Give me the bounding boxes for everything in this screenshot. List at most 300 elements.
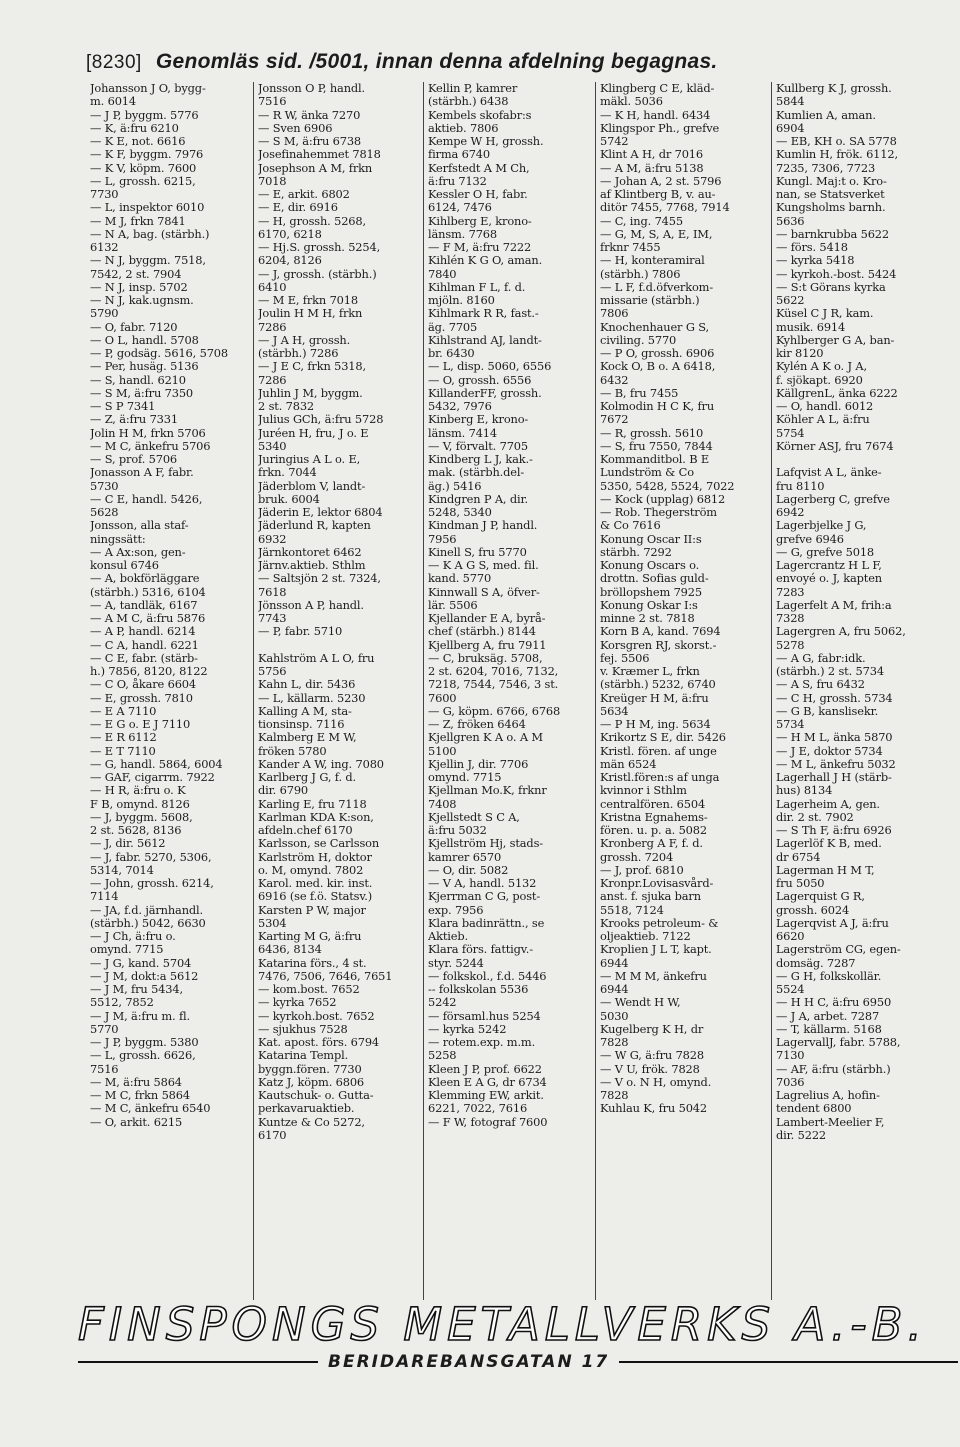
- directory-entry-line: Lagerfelt A M, frih:a: [776, 598, 892, 612]
- directory-entry-line: dir. 5222: [776, 1128, 827, 1142]
- directory-entry-line: Köhler A L, ä:fru: [776, 413, 870, 427]
- directory-entry-line: 6432: [600, 373, 629, 387]
- directory-entry-line: — S M, ä:fru 7350: [90, 386, 194, 400]
- directory-entry-line: — sjukhus 7528: [258, 1022, 348, 1036]
- directory-entry-line: fru 8110: [776, 479, 825, 493]
- directory-entry-line: ä:fru 5032: [428, 824, 487, 837]
- directory-entry-line: Kjellström Hj, stads-: [428, 837, 543, 851]
- directory-entry-line: — V o. N H, omynd.: [600, 1075, 712, 1089]
- directory-entry-line: 2 st. 7832: [258, 400, 315, 413]
- directory-entry-line: Kullberg K J, grossh.: [776, 82, 892, 95]
- directory-entry-line: Klingberg C E, kläd-: [600, 82, 715, 95]
- directory-entry-line: 5258: [428, 1049, 457, 1063]
- directory-entry-line: — G B, kanslisekr.: [776, 704, 879, 718]
- directory-entry-line: minne 2 st. 7818: [600, 612, 695, 625]
- directory-entry-line: af Klintberg B, v. au-: [600, 188, 716, 201]
- directory-entry-line: — J, grossh. (stärbh.): [258, 267, 377, 281]
- directory-entry-line: Kindberg L J, kak.-: [428, 453, 533, 466]
- directory-entry-line: ditör 7455, 7768, 7914: [600, 201, 730, 215]
- directory-entry-line: Karlström H, doktor: [258, 850, 372, 864]
- directory-entry-line: — E G o. E J 7110: [90, 718, 191, 731]
- directory-entry-line: 5314, 7014: [90, 863, 154, 877]
- directory-entry-line: mjöln. 8160: [428, 294, 495, 307]
- directory-entry-line: — E T 7110: [90, 744, 156, 758]
- directory-entry-line: — kom.bost. 7652: [258, 983, 360, 996]
- directory-entry-line: KillanderFF, grossh.: [428, 386, 542, 400]
- directory-entry-line: män 6524: [600, 757, 657, 771]
- directory-entry-line: fröken 5780: [258, 744, 327, 758]
- directory-entry-line: Kjellin J, dir. 7706: [428, 757, 529, 771]
- directory-entry-line: 5742: [600, 135, 629, 148]
- directory-entry-line: ä:fru 7132: [428, 174, 487, 188]
- directory-entry-line: Lagerberg C, grefve: [776, 492, 890, 506]
- directory-entry-line: tendent 6800: [776, 1102, 852, 1116]
- directory-entry-line: Lambert-Meelier F,: [776, 1115, 885, 1129]
- directory-column: [254, 82, 424, 1300]
- directory-entry-line: — L, disp. 5060, 6556: [428, 360, 552, 374]
- directory-entry-line: — E, dir. 6916: [258, 201, 338, 215]
- directory-entry-line: Kindgren P A, dir.: [428, 492, 529, 506]
- directory-entry-line: — JA, f.d. järnhandl.: [90, 903, 203, 917]
- directory-entry-line: — N J, insp. 5702: [90, 280, 188, 294]
- directory-entry-line: Karling E, fru 7118: [258, 797, 367, 811]
- directory-entry-line: 5242: [428, 996, 457, 1010]
- directory-entry-line: omynd. 7715: [428, 771, 502, 784]
- directory-entry-line: 5432, 7976: [428, 400, 492, 413]
- directory-entry-line: Lagergren A, fru 5062,: [776, 625, 906, 639]
- directory-entry-line: Knochenhauer G S,: [600, 320, 709, 334]
- directory-entry-line: Katarina Templ.: [258, 1049, 349, 1063]
- directory-entry-line: — M M M, änkefru: [600, 969, 707, 983]
- directory-entry-line: 5524: [776, 983, 805, 996]
- directory-entry-line: — M L, änkefru 5032: [776, 757, 896, 771]
- directory-entry-line: Karlman KDA K:son,: [258, 810, 374, 824]
- directory-entry-line: — J E, doktor 5734: [776, 744, 883, 758]
- directory-entry-line: civiling. 5770: [600, 333, 677, 347]
- directory-entry-line: m. 6014: [90, 95, 136, 109]
- directory-entry-line: — M C, änkefru 5706: [90, 439, 211, 453]
- directory-entry-line: h.) 7856, 8120, 8122: [90, 665, 208, 678]
- directory-entry-line: Kjellman Mo.K, frknr: [428, 784, 547, 798]
- directory-entry-line: br. 6430: [428, 347, 475, 360]
- directory-entry-line: Juréen H, fru, J o. E: [258, 426, 369, 440]
- directory-entry-line: — V A, handl. 5132: [428, 877, 537, 890]
- advertisement-footer: [78, 1300, 958, 1372]
- directory-entry-line: fören. u. p. a. 5082: [600, 824, 707, 837]
- page-header: [86, 50, 946, 74]
- directory-entry-line: Konung Oscars o.: [600, 559, 700, 572]
- directory-entry-line: — L F, f.d.öfverkom-: [600, 280, 714, 294]
- directory-entry-line: Kautschuk- o. Gutta-: [258, 1089, 374, 1102]
- directory-entry-line: 5628: [90, 506, 119, 519]
- directory-entry-line: 7130: [776, 1049, 805, 1063]
- directory-entry-line: Kjellgren K A o. A M: [428, 731, 543, 745]
- directory-entry-line: — EB, KH o. SA 5778: [776, 135, 897, 148]
- directory-entry-line: 5790: [90, 307, 119, 321]
- directory-entry-line: — E, grossh. 7810: [90, 691, 193, 705]
- directory-entry-line: Jäderin E, lektor 6804: [258, 506, 383, 519]
- directory-entry-line: 7286: [258, 373, 287, 387]
- directory-entry-line: 7618: [258, 585, 287, 599]
- address-row: [78, 1352, 958, 1372]
- directory-entry-line: Kessler O H, fabr.: [428, 188, 528, 201]
- directory-entry-line: Kroplien J L T, kapt.: [600, 943, 712, 957]
- directory-entry-line: — F W, fotograf 7600: [428, 1115, 548, 1129]
- directory-entry-line: lär. 5506: [428, 598, 478, 612]
- directory-entry-line: 7328: [776, 612, 805, 625]
- directory-entry-line: Kleen J P, prof. 6622: [428, 1062, 542, 1076]
- directory-entry-line: — folkskol., f.d. 5446: [428, 969, 547, 983]
- directory-entry-line: — G, köpm. 6766, 6768: [428, 704, 561, 718]
- directory-entry-line: länsm. 7414: [428, 426, 497, 440]
- directory-entry-line: Kungl. Maj:t o. Kro-: [776, 174, 887, 188]
- directory-entry-line: Jonasson A F, fabr.: [90, 466, 194, 480]
- directory-entry-line: 6221, 7022, 7616: [428, 1102, 528, 1116]
- directory-entry-line: — Z, fröken 6464: [428, 718, 526, 731]
- directory-entry-line: o. M, omynd. 7802: [258, 863, 364, 877]
- directory-entry-line: Aktieb.: [428, 930, 468, 943]
- directory-entry-line: — kyrkoh.bost. 7652: [258, 1009, 375, 1023]
- directory-entry-line: — G, grefve 5018: [776, 545, 875, 559]
- directory-entry-line: 6904: [776, 121, 805, 135]
- directory-entry-line: Juhlin J M, byggm.: [258, 386, 363, 400]
- directory-entry-line: Lafqvist A L, änke-: [776, 466, 882, 480]
- directory-entry-line: [776, 453, 948, 466]
- directory-entry-line: — L, grossh. 6626,: [90, 1049, 196, 1063]
- directory-entry-line: 5304: [258, 916, 287, 930]
- directory-entry-line: — Rob. Thegerström: [600, 506, 717, 519]
- directory-entry-line: — G, M, S, A, E, IM,: [600, 227, 713, 241]
- directory-entry-line: 7516: [90, 1062, 119, 1076]
- directory-entry-line: KällgrenL, änka 6222: [776, 386, 898, 400]
- directory-entry-line: — O, grossh. 6556: [428, 373, 532, 387]
- directory-entry-line: — S P 7341: [90, 400, 156, 413]
- directory-entry-line: dir. 6790: [258, 784, 309, 798]
- directory-entry-line: — S, prof. 5706: [90, 453, 178, 466]
- directory-entry-line: Kembels skofabr:s: [428, 108, 532, 122]
- directory-entry-line: exp. 7956: [428, 903, 484, 917]
- directory-entry-line: Josefinahemmet 7818: [258, 148, 381, 162]
- directory-entry-line: 7806: [600, 307, 629, 321]
- directory-entry-line: Kylén A K o. J A,: [776, 360, 867, 374]
- directory-entry-line: Lagerhall J H (stärb-: [776, 771, 892, 784]
- directory-entry-line: 5518, 7124: [600, 903, 664, 917]
- company-name: FINSPONGS METALLVERKS A.-B.: [78, 1298, 927, 1351]
- directory-entry-line: (stärbh.) 6438: [428, 95, 509, 109]
- directory-entry-line: f. sjökapt. 6920: [776, 373, 863, 387]
- directory-entry-line: 7283: [776, 585, 805, 599]
- directory-entry-line: Karlberg J G, f. d.: [258, 771, 357, 784]
- directory-entry-line: 6410: [258, 280, 287, 294]
- directory-entry-line: Kleen E A G, dr 6734: [428, 1075, 547, 1089]
- directory-entry-line: — M C, frkn 5864: [90, 1089, 190, 1102]
- directory-entry-line: — Kock (upplag) 6812: [600, 492, 726, 506]
- directory-entry-line: — L, källarm. 5230: [258, 691, 366, 705]
- directory-entry-line: 5512, 7852: [90, 996, 154, 1010]
- directory-entry-line: — Hj.S. grossh. 5254,: [258, 241, 381, 254]
- directory-entry-line: Josephson A M, frkn: [258, 161, 373, 175]
- directory-entry-line: Lagerheim A, gen.: [776, 797, 880, 811]
- directory-entry-line: 5030: [600, 1009, 629, 1023]
- directory-entry-line: domsäg. 7287: [776, 956, 856, 970]
- directory-entry-line: 7828: [600, 1036, 629, 1049]
- directory-entry-line: grossh. 6024: [776, 903, 850, 917]
- directory-entry-line: missarie (stärbh.): [600, 294, 700, 307]
- directory-entry-line: Jäderblom V, landt-: [258, 479, 366, 493]
- directory-entry-line: Kock O, B o. A 6418,: [600, 360, 716, 374]
- directory-entry-line: — J M, ä:fru m. fl.: [90, 1009, 191, 1023]
- directory-entry-line: — N A, bag. (stärbh.): [90, 227, 210, 241]
- directory-entry-line: 5350, 5428, 5524, 7022: [600, 479, 735, 493]
- directory-entry-line: — J, byggm. 5608,: [90, 810, 193, 824]
- directory-column: [424, 82, 596, 1300]
- directory-entry-line: — kyrkoh.-bost. 5424: [776, 267, 897, 281]
- divider-line: [78, 1361, 318, 1363]
- directory-entry-line: — K, ä:fru 6210: [90, 121, 179, 135]
- directory-entry-line: — A, tandläk, 6167: [90, 598, 198, 612]
- directory-entry-line: Kahn L, dir. 5436: [258, 678, 356, 692]
- directory-entry-line: — O, handl. 6012: [776, 400, 874, 413]
- directory-entry-line: — barnkrubba 5622: [776, 227, 889, 241]
- directory-entry-line: — V, förvalt. 7705: [428, 439, 528, 453]
- directory-entry-line: Kihlmark R R, fast.-: [428, 307, 539, 321]
- directory-entry-line: — O L, handl. 5708: [90, 333, 199, 347]
- directory-entry-line: — S:t Görans kyrka: [776, 280, 886, 294]
- directory-entry-line: — K A G S, med. fil.: [428, 559, 539, 572]
- directory-entry-line: Kinnwall S A, öfver-: [428, 585, 540, 599]
- directory-entry-line: — A Ax:son, gen-: [90, 545, 186, 559]
- company-address: BERIDAREBANSGATAN 17: [328, 1352, 610, 1372]
- directory-entry-line: — J A H, grossh.: [258, 333, 351, 347]
- directory-entry-line: — S Th F, ä:fru 6926: [776, 824, 892, 837]
- directory-entry-line: Klint A H, dr 7016: [600, 148, 703, 162]
- directory-entry-line: Kjellberg A, fru 7911: [428, 638, 547, 652]
- directory-entry-line: — kyrka 5418: [776, 254, 855, 268]
- directory-entry-line: — O, fabr. 7120: [90, 320, 178, 334]
- directory-entry-line: 5278: [776, 638, 805, 652]
- directory-entry-line: — Z, ä:fru 7331: [90, 413, 178, 427]
- directory-entry-line: v. Kræmer L, frkn: [600, 665, 700, 678]
- directory-entry-line: — E R 6112: [90, 731, 157, 745]
- page-number: [8230]: [86, 52, 142, 73]
- directory-entry-line: — M J, frkn 7841: [90, 214, 186, 228]
- directory-entry-line: — John, grossh. 6214,: [90, 877, 214, 890]
- directory-entry-line: fej. 5506: [600, 651, 650, 665]
- directory-entry-line: länsm. 7768: [428, 227, 497, 241]
- directory-entry-line: — C H, grossh. 5734: [776, 691, 893, 705]
- directory-entry-line: F B, omynd. 8126: [90, 797, 190, 811]
- directory-entry-line: — J M, fru 5434,: [90, 983, 183, 996]
- directory-entry-line: — Saltsjön 2 st. 7324,: [258, 572, 381, 586]
- directory-entry-line: — J P, byggm. 5380: [90, 1036, 199, 1049]
- directory-entry-line: — C, ing. 7455: [600, 214, 683, 228]
- directory-entry-line: 7476, 7506, 7646, 7651: [258, 969, 393, 983]
- directory-entry-line: (stärbh.) 7286: [258, 347, 339, 360]
- directory-entry-line: — M E, frkn 7018: [258, 294, 358, 307]
- directory-entry-line: frkn. 7044: [258, 466, 317, 480]
- directory-entry-line: — P, godsäg. 5616, 5708: [90, 347, 228, 360]
- directory-entry-line: perkavaruaktieb.: [258, 1102, 355, 1116]
- directory-entry-line: bruk. 6004: [258, 492, 320, 506]
- directory-entry-line: Klemming EW, arkit.: [428, 1089, 544, 1102]
- directory-entry-line: 7743: [258, 612, 287, 625]
- directory-entry-line: — H H C, ä:fru 6950: [776, 996, 892, 1010]
- directory-entry-line: Kjellander E A, byrå-: [428, 612, 546, 625]
- directory-entry-line: — förs. 5418: [776, 241, 848, 254]
- directory-entry-line: Kat. apost. förs. 6794: [258, 1036, 380, 1049]
- directory-entry-line: Krikortz S E, dir. 5426: [600, 731, 726, 745]
- directory-entry-line: kvinnor i Sthlm: [600, 784, 687, 798]
- directory-entry-line: 5770: [90, 1022, 119, 1036]
- directory-entry-line: — K H, handl. 6434: [600, 108, 711, 122]
- directory-entry-line: — J A, arbet. 7287: [776, 1009, 880, 1023]
- directory-entry-line: hus) 8134: [776, 784, 833, 798]
- directory-entry-line: Konung Oskar I:s: [600, 598, 698, 612]
- directory-entry-line: Kugelberg K H, dr: [600, 1022, 704, 1036]
- directory-entry-line: Jolin H M, frkn 5706: [90, 426, 206, 440]
- directory-entry-line: — A G, fabr:idk.: [776, 651, 866, 665]
- directory-entry-line: aktieb. 7806: [428, 121, 499, 135]
- usage-notice: Genomläs sid. /5001, innan denna afdelning begagnas.: [155, 50, 718, 73]
- directory-entry-line: ningssätt:: [90, 532, 146, 546]
- directory-entry-line: Kinberg E, krono-: [428, 413, 529, 427]
- directory-entry-line: dir. 2 st. 7902: [776, 810, 854, 824]
- directory-entry-line: — H M L, änka 5870: [776, 731, 893, 745]
- directory-entry-line: Karting M G, ä:fru: [258, 930, 362, 943]
- directory-entry-line: Kuntze & Co 5272,: [258, 1115, 365, 1129]
- directory-entry-line: 7408: [428, 797, 457, 811]
- directory-entry-line: — R, grossh. 5610: [600, 426, 704, 440]
- directory-entry-line: — E, arkit. 6802: [258, 188, 350, 201]
- directory-entry-line: 6124, 7476: [428, 201, 492, 215]
- directory-entry-line: Kempe W H, grossh.: [428, 135, 544, 148]
- directory-entry-line: Kristna Egnahems-: [600, 810, 708, 824]
- directory-entry-line: Jonsson, alla staf-: [90, 519, 189, 533]
- directory-entry-line: — S M, ä:fru 6738: [258, 135, 362, 148]
- directory-entry-line: Kronpr.Lovisasvård-: [600, 877, 714, 890]
- directory-entry-line: — J G, kand. 5704: [90, 956, 192, 970]
- directory-entry-line: Johansson J O, bygg-: [90, 82, 206, 95]
- directory-entry-line: — M, ä:fru 5864: [90, 1075, 182, 1089]
- directory-entry-line: Korn B A, kand. 7694: [600, 625, 721, 639]
- directory-entry-line: Kellin P, kamrer: [428, 82, 518, 95]
- directory-entry-line: Kihlstrand AJ, landt-: [428, 333, 542, 347]
- directory-entry-line: — K V, köpm. 7600: [90, 161, 197, 175]
- directory-entry-line: — A M C, ä:fru 5876: [90, 612, 206, 625]
- directory-entry-line: Kungsholms barnh.: [776, 201, 886, 215]
- directory-entry-line: Kumlien A, aman.: [776, 108, 876, 122]
- directory-entry-line: Kihlberg E, krono-: [428, 214, 532, 228]
- directory-entry-line: Körner ASJ, fru 7674: [776, 439, 894, 453]
- directory-entry-line: — A, bokförläggare: [90, 572, 200, 586]
- directory-entry-line: Karsten P W, major: [258, 903, 366, 917]
- directory-entry-line: — S, fru 7550, 7844: [600, 439, 713, 453]
- directory-column: [86, 82, 254, 1300]
- directory-entry-line: Konung Oscar II:s: [600, 532, 702, 546]
- directory-entry-line: Kommanditbol. B E: [600, 453, 710, 466]
- directory-entry-line: 6932: [258, 532, 287, 546]
- directory-entry-line: Lagerman H M T,: [776, 863, 875, 877]
- directory-entry-line: 7036: [776, 1075, 805, 1089]
- directory-entry-line: — N J, kak.ugnsm.: [90, 294, 194, 307]
- directory-entry-line: chef (stärbh.) 8144: [428, 625, 536, 639]
- directory-entry-line: Lagerbjelke J G,: [776, 519, 867, 533]
- directory-entry-line: (stärbh.) 2 st. 5734: [776, 665, 884, 678]
- directory-entry-line: — N J, byggm. 7518,: [90, 254, 206, 268]
- directory-entry-line: 5756: [258, 665, 287, 678]
- directory-entry-line: — F M, ä:fru 7222: [428, 241, 532, 254]
- directory-entry-line: — AF, ä:fru (stärbh.): [776, 1062, 891, 1076]
- directory-entry-line: — B, fru 7455: [600, 386, 679, 400]
- directory-entry-line: mak. (stärbh.del-: [428, 466, 525, 480]
- directory-entry-line: LagervallJ, fabr. 5788,: [776, 1036, 901, 1049]
- directory-entry-line: — K E, not. 6616: [90, 135, 186, 148]
- directory-entry-line: Klara badinrättn., se: [428, 916, 545, 930]
- directory-entry-line: grossh. 7204: [600, 850, 674, 864]
- directory-entry-line: Küsel C J R, kam.: [776, 307, 874, 321]
- directory-entry-line: Lundström & Co: [600, 466, 694, 480]
- directory-entry-line: Järnv.aktieb. Sthlm: [258, 559, 366, 572]
- directory-entry-line: Karlsson, se Carlsson: [258, 837, 380, 851]
- directory-entry-line: 7600: [428, 691, 457, 705]
- directory-entry-line: Katz J, köpm. 6806: [258, 1075, 365, 1089]
- directory-entry-line: 5248, 5340: [428, 506, 492, 519]
- directory-entry-line: 7018: [258, 174, 287, 188]
- directory-entry-line: Kerfstedt A M Ch,: [428, 161, 530, 175]
- directory-entry-line: 5622: [776, 294, 805, 307]
- directory-entry-line: Joulin H M H, frkn: [258, 307, 363, 321]
- directory-entry-line: styr. 5244: [428, 956, 484, 970]
- directory-entry-line: 5844: [776, 95, 805, 109]
- directory-entry-line: firma 6740: [428, 148, 491, 162]
- directory-entry-line: -- folkskolan 5536: [428, 983, 529, 996]
- directory-entry-line: — C, bruksäg. 5708,: [428, 651, 543, 665]
- directory-entry-line: kand. 5770: [428, 572, 492, 586]
- directory-entry-line: anst. f. sjuka barn: [600, 890, 701, 904]
- directory-entry-line: Kronberg A F, f. d.: [600, 837, 703, 851]
- directory-entry-line: 6436, 8134: [258, 943, 322, 957]
- directory-entry-line: 7730: [90, 188, 119, 201]
- directory-entry-line: 7840: [428, 267, 457, 281]
- directory-entry-line: 5634: [600, 704, 629, 718]
- directory-entry-line: — H, konteramiral: [600, 254, 705, 268]
- directory-entry-line: (stärbh.) 5232, 6740: [600, 678, 716, 692]
- directory-entry-line: Kolmodin H C K, fru: [600, 400, 715, 413]
- directory-entry-line: — E A 7110: [90, 704, 157, 718]
- directory-entry-line: omynd. 7715: [90, 943, 164, 957]
- directory-entry-line: Korsgren RJ, skorst.-: [600, 638, 717, 652]
- directory-entry-line: — O, arkit. 6215: [90, 1115, 183, 1129]
- directory-entry-line: Jäderlund R, kapten: [258, 519, 371, 533]
- directory-entry-line: 6204, 8126: [258, 254, 322, 268]
- directory-entry-line: Klara förs. fattigv.-: [428, 943, 533, 957]
- directory-entry-line: kir 8120: [776, 347, 824, 360]
- directory-entry-line: konsul 6746: [90, 559, 159, 572]
- directory-entry-line: byggn.fören. 7730: [258, 1062, 362, 1076]
- directory-entry-line: — Sven 6906: [258, 121, 333, 135]
- directory-entry-line: — H R, ä:fru o. K: [90, 784, 186, 798]
- directory-entry-line: — V U, frök. 7828: [600, 1062, 700, 1076]
- directory-entry-line: 6132: [90, 241, 119, 254]
- directory-entry-line: — rotem.exp. m.m.: [428, 1036, 536, 1049]
- directory-entry-line: äg. 7705: [428, 320, 478, 334]
- directory-entry-line: 5734: [776, 718, 805, 731]
- directory-entry-line: [258, 639, 419, 652]
- directory-entry-line: 6944: [600, 983, 629, 996]
- directory-entry-line: Kihlén K G O, aman.: [428, 254, 543, 268]
- directory-entry-line: 2 st. 5628, 8136: [90, 824, 182, 837]
- divider-line: [619, 1361, 958, 1363]
